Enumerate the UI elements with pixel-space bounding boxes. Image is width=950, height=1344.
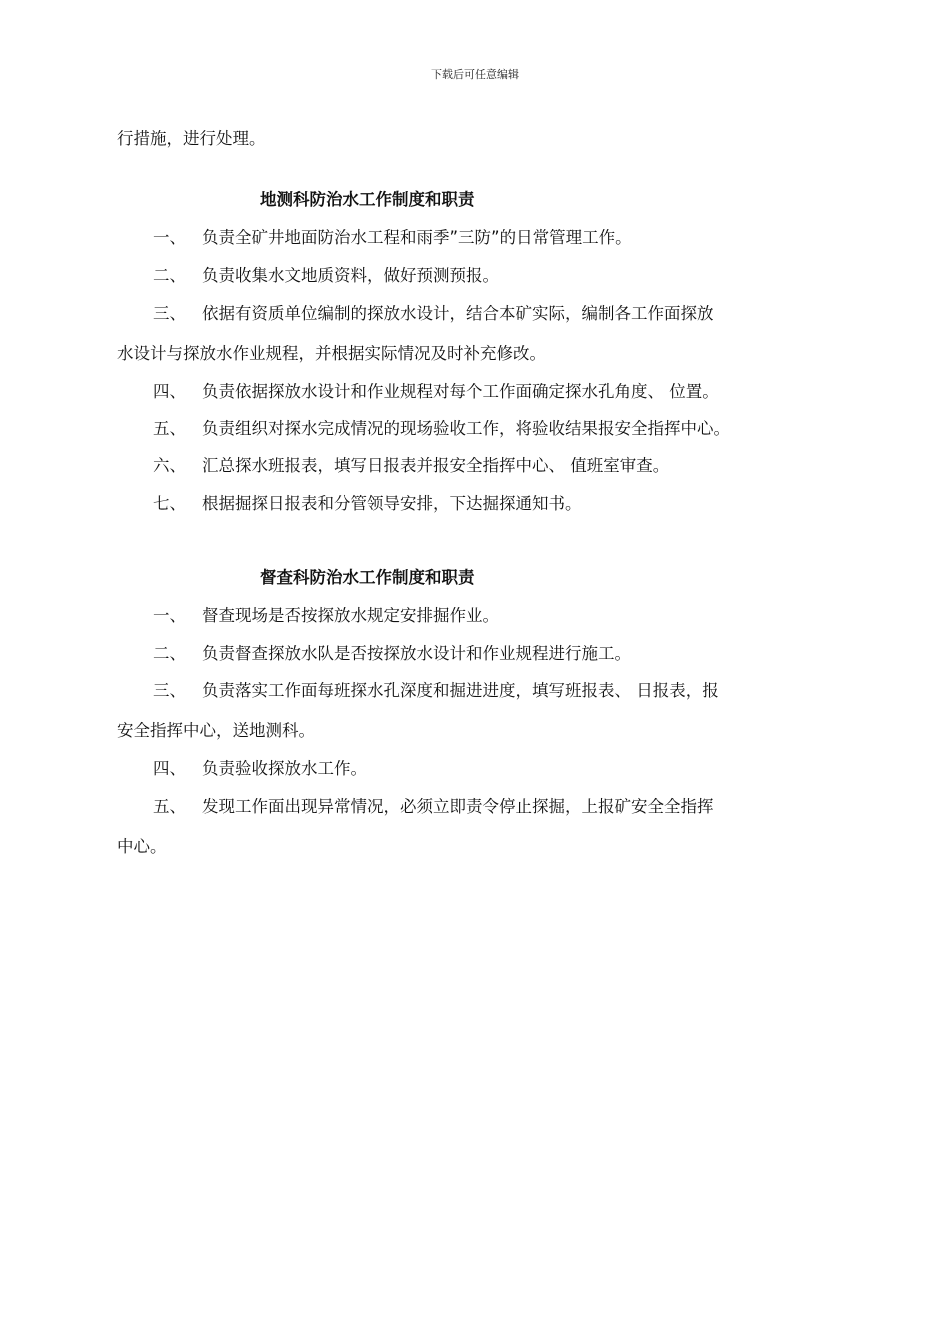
item-number: 七、 — [153, 494, 186, 513]
item-number: 二、 — [153, 644, 186, 663]
item-text: 发现工作面出现异常情况，必须立即责令停止探掘，上报矿安全全指挥 — [202, 797, 714, 816]
list-item — [117, 796, 714, 818]
item-number: 三、 — [153, 304, 186, 323]
item-number: 五、 — [153, 419, 186, 438]
list-item — [117, 680, 719, 702]
item-text: 汇总探水班报表，填写日报表并报安全指挥中心、 值班室审查。 — [202, 456, 670, 475]
item-number: 四、 — [153, 759, 186, 778]
item-number: 二、 — [153, 266, 186, 285]
item-text: 负责全矿井地面防治水工程和雨季”三防”的日常管理工作。 — [202, 228, 632, 247]
item-continuation: 安全指挥中心，送地测科。 — [117, 721, 315, 740]
item-number: 五、 — [153, 797, 186, 816]
intro-line: 行措施，进行处理。 — [117, 129, 266, 148]
list-item — [117, 303, 714, 325]
item-text: 负责验收探放水工作。 — [202, 759, 367, 778]
item-text: 根据掘探日报表和分管领导安排，下达掘探通知书。 — [202, 494, 582, 513]
item-continuation: 中心。 — [117, 837, 167, 856]
list-item — [117, 265, 499, 287]
item-text: 负责依据探放水设计和作业规程对每个工作面确定探水孔角度、 位置。 — [202, 382, 719, 401]
item-number: 一、 — [153, 228, 186, 247]
list-item — [117, 381, 719, 403]
item-number: 六、 — [153, 456, 186, 475]
item-text: 负责落实工作面每班探水孔深度和掘进进度，填写班报表、 日报表，报 — [202, 681, 719, 700]
section-title-dice: 地测科防治水工作制度和职责 — [260, 190, 475, 209]
item-number: 一、 — [153, 606, 186, 625]
item-text: 负责收集水文地质资料，做好预测预报。 — [202, 266, 499, 285]
list-item — [117, 455, 669, 477]
list-item — [117, 605, 499, 627]
header-note: 下载后可任意编辑 — [431, 68, 519, 81]
list-item — [117, 493, 582, 515]
item-number: 三、 — [153, 681, 186, 700]
list-item — [117, 227, 632, 249]
item-text: 督查现场是否按探放水规定安排掘作业。 — [202, 606, 499, 625]
list-item — [117, 758, 367, 780]
item-text: 依据有资质单位编制的探放水设计，结合本矿实际，编制各工作面探放 — [202, 304, 714, 323]
item-text: 负责督查探放水队是否按探放水设计和作业规程进行施工。 — [202, 644, 631, 663]
section-title-ducha: 督查科防治水工作制度和职责 — [260, 568, 475, 587]
list-item — [117, 643, 631, 665]
item-text: 负责组织对探水完成情况的现场验收工作，将验收结果报安全指挥中心。 — [202, 419, 730, 438]
item-continuation: 水设计与探放水作业规程，并根据实际情况及时补充修改。 — [117, 344, 546, 363]
list-item — [117, 418, 730, 440]
item-number: 四、 — [153, 382, 186, 401]
